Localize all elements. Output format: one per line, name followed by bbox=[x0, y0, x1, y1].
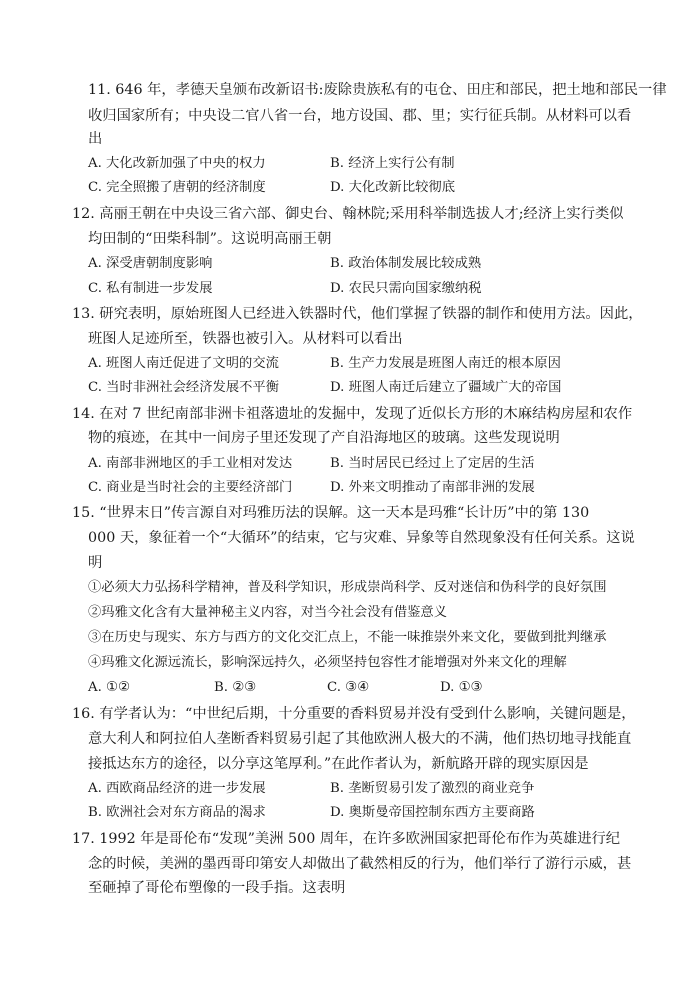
q15-option-d: D. ①③ bbox=[440, 680, 483, 695]
q16-option-b: B. 垄断贸易引发了激烈的商业竞争 bbox=[330, 781, 535, 796]
q15-statement-4: ④玛雅文化源远流长，影响深远持久，必须坚持包容性才能增强对外来文化的理解 bbox=[88, 655, 567, 670]
q15-option-c: C. ③④ bbox=[327, 680, 369, 695]
q15-statement-3: ③在历史与现实、东方与西方的文化交汇点上，不能一味推崇外来文化，要做到批判继承 bbox=[88, 630, 607, 645]
q13-line-2: 班图人足迹所至，铁器也被引入。从材料可以看出 bbox=[88, 331, 403, 347]
q15-statement-2: ②玛雅文化含有大量神秘主义内容，对当今社会没有借鉴意义 bbox=[88, 605, 448, 620]
q13-option-b: B. 生产力发展是班图人南迁的根本原因 bbox=[330, 356, 561, 371]
q12-option-c: C. 私有制进一步发展 bbox=[88, 281, 213, 296]
q14-option-a: A. 南部非洲地区的手工业相对发达 bbox=[88, 456, 293, 471]
q15-option-a: A. ①② bbox=[88, 680, 130, 695]
q16-option-c: B. 欧洲社会对东方商品的渴求 bbox=[88, 805, 266, 820]
q15-line-1: 15. “世界末日”传言源自对玛雅历法的误解。这一天本是玛雅“长计历”中的第 130 bbox=[72, 505, 590, 521]
q17-line-1: 17. 1992 年是哥伦布“发现”美洲 500 周年，在许多欧洲国家把哥伦布作为英雄进行纪 bbox=[72, 831, 621, 847]
q14-option-b: B. 当时居民已经过上了定居的生活 bbox=[330, 456, 535, 471]
q17-line-3: 至砸掉了哥伦布塑像的一段手指。这表明 bbox=[88, 880, 346, 896]
q11-option-a: A. 大化改新加强了中央的权力 bbox=[88, 156, 266, 171]
q14-option-c: C. 商业是当时社会的主要经济部门 bbox=[88, 480, 293, 495]
q16-line-3: 接抵达东方的途径，以分享这笔厚利。”在此作者认为，新航路开辟的现实原因是 bbox=[88, 756, 589, 772]
q13-option-d: D. 班图人南迁后建立了疆域广大的帝国 bbox=[330, 380, 562, 395]
q13-option-c: C. 当时非洲社会经济发展不平衡 bbox=[88, 380, 280, 395]
q16-line-1: 16. 有学者认为：“中世纪后期，十分重要的香料贸易并没有受到什么影响，关键问题是， bbox=[72, 706, 636, 722]
q12-option-b: B. 政治体制发展比较成熟 bbox=[330, 256, 482, 271]
q16-option-a: A. 西欧商品经济的进一步发展 bbox=[88, 781, 266, 796]
q11-option-d: D. 大化改新比较彻底 bbox=[330, 180, 456, 195]
q15-option-b: B. ②③ bbox=[214, 680, 257, 695]
q13-option-a: A. 班图人南迁促进了文明的交流 bbox=[88, 356, 279, 371]
q14-line-1: 14. 在对 7 世纪南部非洲卡祖落遗址的发掘中，发现了近似长方形的木麻结构房屋和农作 bbox=[72, 406, 633, 422]
q16-option-d: D. 奥斯曼帝国控制东西方主要商路 bbox=[330, 805, 535, 820]
q14-option-d: D. 外来文明推动了南部非洲的发展 bbox=[330, 480, 535, 495]
q12-option-a: A. 深受唐朝制度影响 bbox=[88, 256, 213, 271]
q15-line-3: 明 bbox=[88, 555, 103, 571]
q12-line-2: 均田制的“田柴科制”。这说明高丽王朝 bbox=[88, 231, 332, 247]
q14-line-2: 物的痕迹，在其中一间房子里还发现了产自沿海地区的玻璃。这些发现说明 bbox=[88, 430, 560, 446]
q15-statement-1: ①必须大力弘扬科学精神，普及科学知识，形成崇尚科学、反对迷信和伪科学的良好氛围 bbox=[88, 580, 607, 595]
q11-line-3: 出 bbox=[88, 131, 103, 147]
q11-option-c: C. 完全照搬了唐朝的经济制度 bbox=[88, 180, 266, 195]
q13-line-1: 13. 研究表明，原始班图人已经进入铁器时代，他们掌握了铁器的制作和使用方法。因此， bbox=[72, 306, 643, 322]
q11-option-b: B. 经济上实行公有制 bbox=[330, 156, 455, 171]
q12-line-1: 12. 高丽王朝在中央设三省六部、御史台、翰林院;采用科举制选拔人才;经济上实行类似 bbox=[72, 206, 624, 222]
q16-line-2: 意大利人和阿拉伯人垄断香料贸易引起了其他欧洲人极大的不满，他们热切地寻找能直 bbox=[88, 731, 632, 747]
q12-option-d: D. 农民只需向国家缴纳税 bbox=[330, 281, 482, 296]
q17-line-2: 念的时候，美洲的墨西哥印第安人却做出了截然相反的行为，他们举行了游行示威，甚 bbox=[88, 856, 632, 872]
q11-line-1: 11. 646 年，孝德天皇颁布改新诏书:废除贵族私有的屯仓、田庄和部民，把土地和部民一律 bbox=[88, 82, 667, 98]
q11-line-2: 收归国家所有；中央设二官八省一台，地方设国、郡、里；实行征兵制。从材料可以看 bbox=[88, 108, 632, 124]
q15-line-2: 000 天，象征着一个“大循环”的结束，它与灾难、异象等自然现象没有任何关系。这说 bbox=[88, 530, 635, 546]
